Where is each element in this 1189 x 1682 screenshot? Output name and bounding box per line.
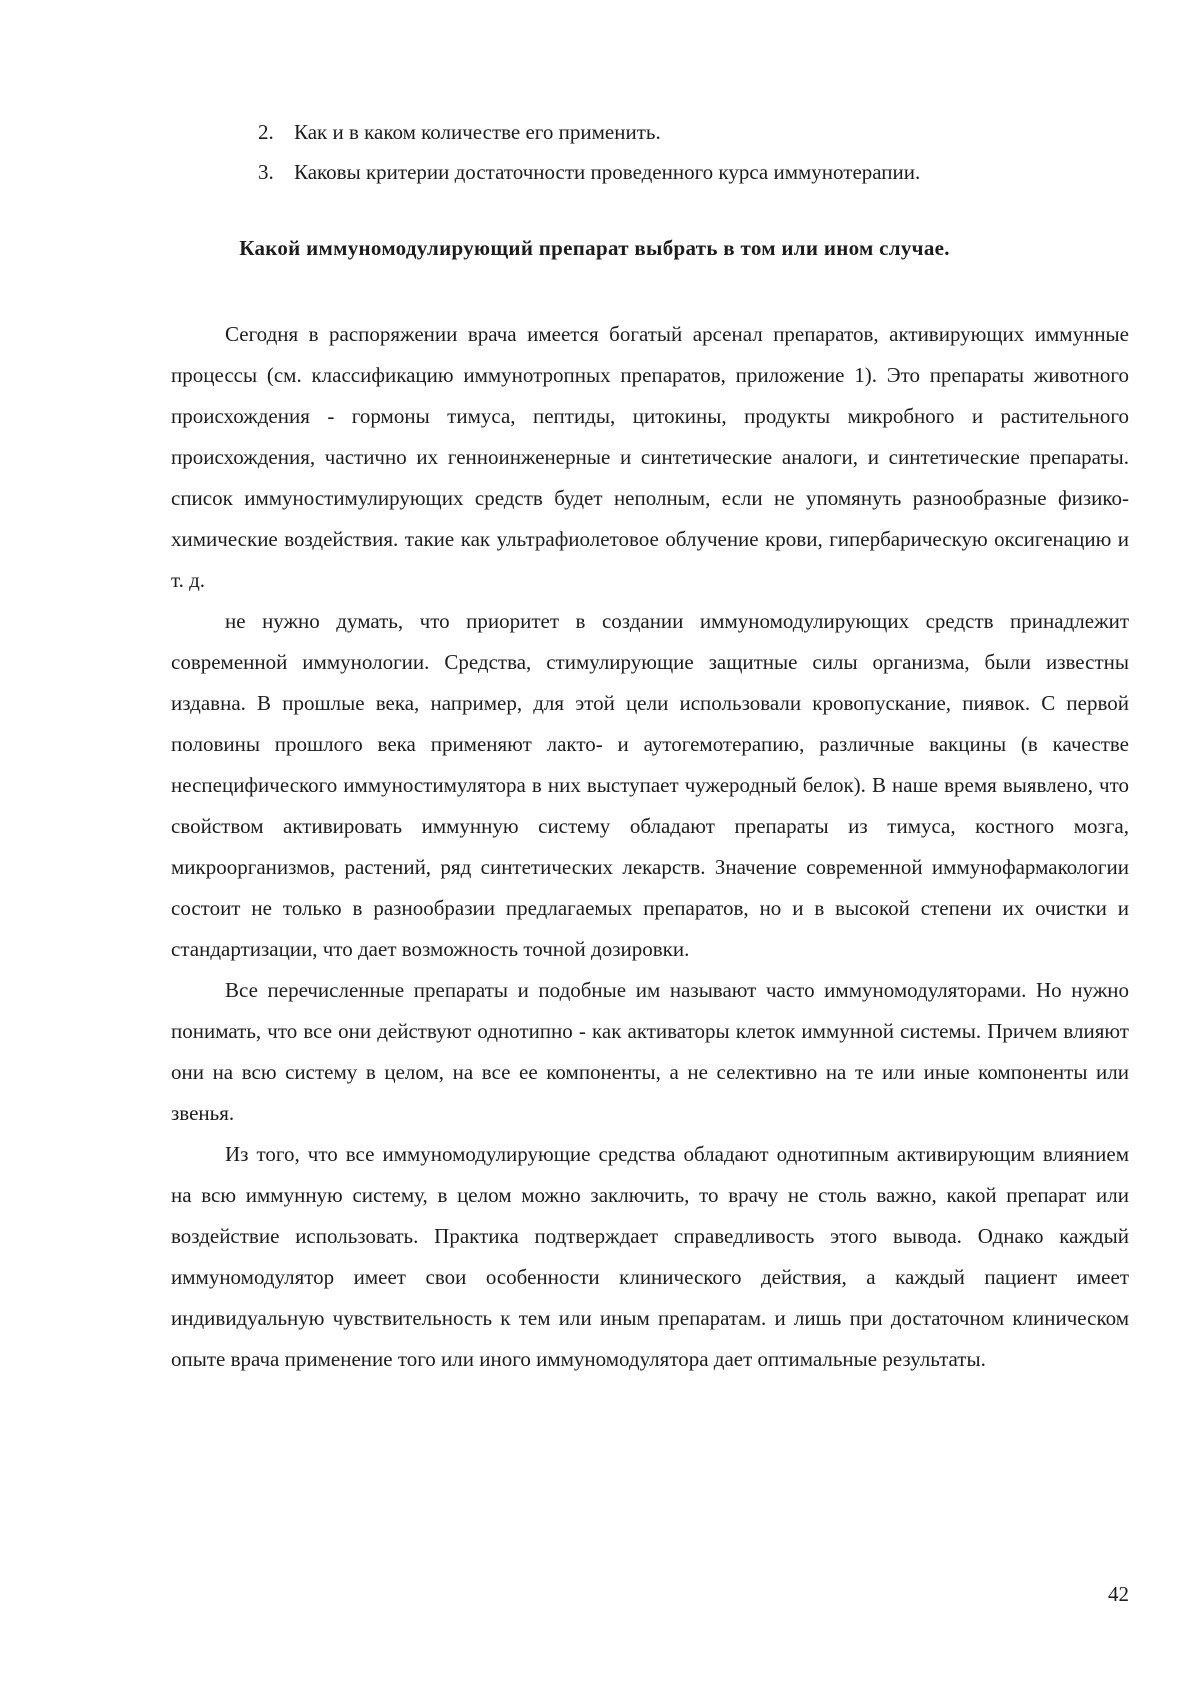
list-item-number: 2. <box>258 120 274 144</box>
list-item <box>258 152 920 192</box>
section-heading: Какой иммуномодулирующий препарат выбрать в том или ином случае. <box>239 236 950 260</box>
list-item-number: 3. <box>258 160 274 184</box>
paragraph: Сегодня в распоряжении врача имеется богатый арсенал препаратов, активирующих иммунные процессы (см. классификацию иммунотропных препаратов, приложение 1). Это препараты животного происхождения - гормоны тимуса, пептиды, цитокины, продукты микробного и растительного происхождения, частично их генноинженерные и синтетические аналоги, и синтетические препараты. список иммуностимулирующих средств будет неполным, если не упомянуть разнообразные физико-химические воздействия. такие как ультрафиолетовое облучение крови, гипербарическую оксигенацию и т. д. <box>171 322 1129 592</box>
paragraph: не нужно думать, что приоритет в создании иммуномодулирующих средств принадлежит современной иммунологии. Средства, стимулирующие защитные силы организма, были известны издавна. В прошлые века, например, для этой цели использовали кровопускание, пиявок. С первой половины прошлого века применяют лакто- и аутогемотерапию, различные вакцины (в качестве неспецифического иммуностимулятора в них выступает чужеродный белок). В наше время выявлено, что свойством активировать иммунную систему обладают препараты из тимуса, костного мозга, микроорганизмов, растений, ряд синтетических лекарств. Значение современной иммунофармакологии состоит не только в разнообразии предлагаемых препаратов, но и в высокой степени их очистки и стандартизации, что дает возможность точной дозировки. <box>171 609 1129 961</box>
list-item-text: Как и в каком количестве его применить. <box>294 120 661 144</box>
paragraph: Все перечисленные препараты и подобные им называют часто иммуномодуляторами. Но нужно понимать, что все они действуют однотипно - как активаторы клеток иммунной системы. Причем влияют они на всю систему в целом, на все ее компоненты, а не селективно на те или иные компоненты или звенья. <box>171 978 1129 1125</box>
numbered-list <box>258 112 920 192</box>
list-item-text: Каковы критерии достаточности проведенного курса иммунотерапии. <box>294 160 921 184</box>
paragraph: Из того, что все иммуномодулирующие средства обладают однотипным активирующим влиянием на всю иммунную систему, в целом можно заключить, то врачу не столь важно, какой препарат или воздействие использовать. Практика подтверждает справедливость этого вывода. Однако каждый иммуномодулятор имеет свои особенности клинического действия, а каждый пациент имеет индивидуальную чувствительность к тем или иным препаратам. и лишь при достаточном клиническом опыте врача применение того или иного иммуномодулятора дает оптимальные результаты. <box>171 1142 1129 1371</box>
list-item <box>258 112 920 152</box>
page-number: 42 <box>1108 1582 1129 1606</box>
body-text <box>171 314 1129 1380</box>
